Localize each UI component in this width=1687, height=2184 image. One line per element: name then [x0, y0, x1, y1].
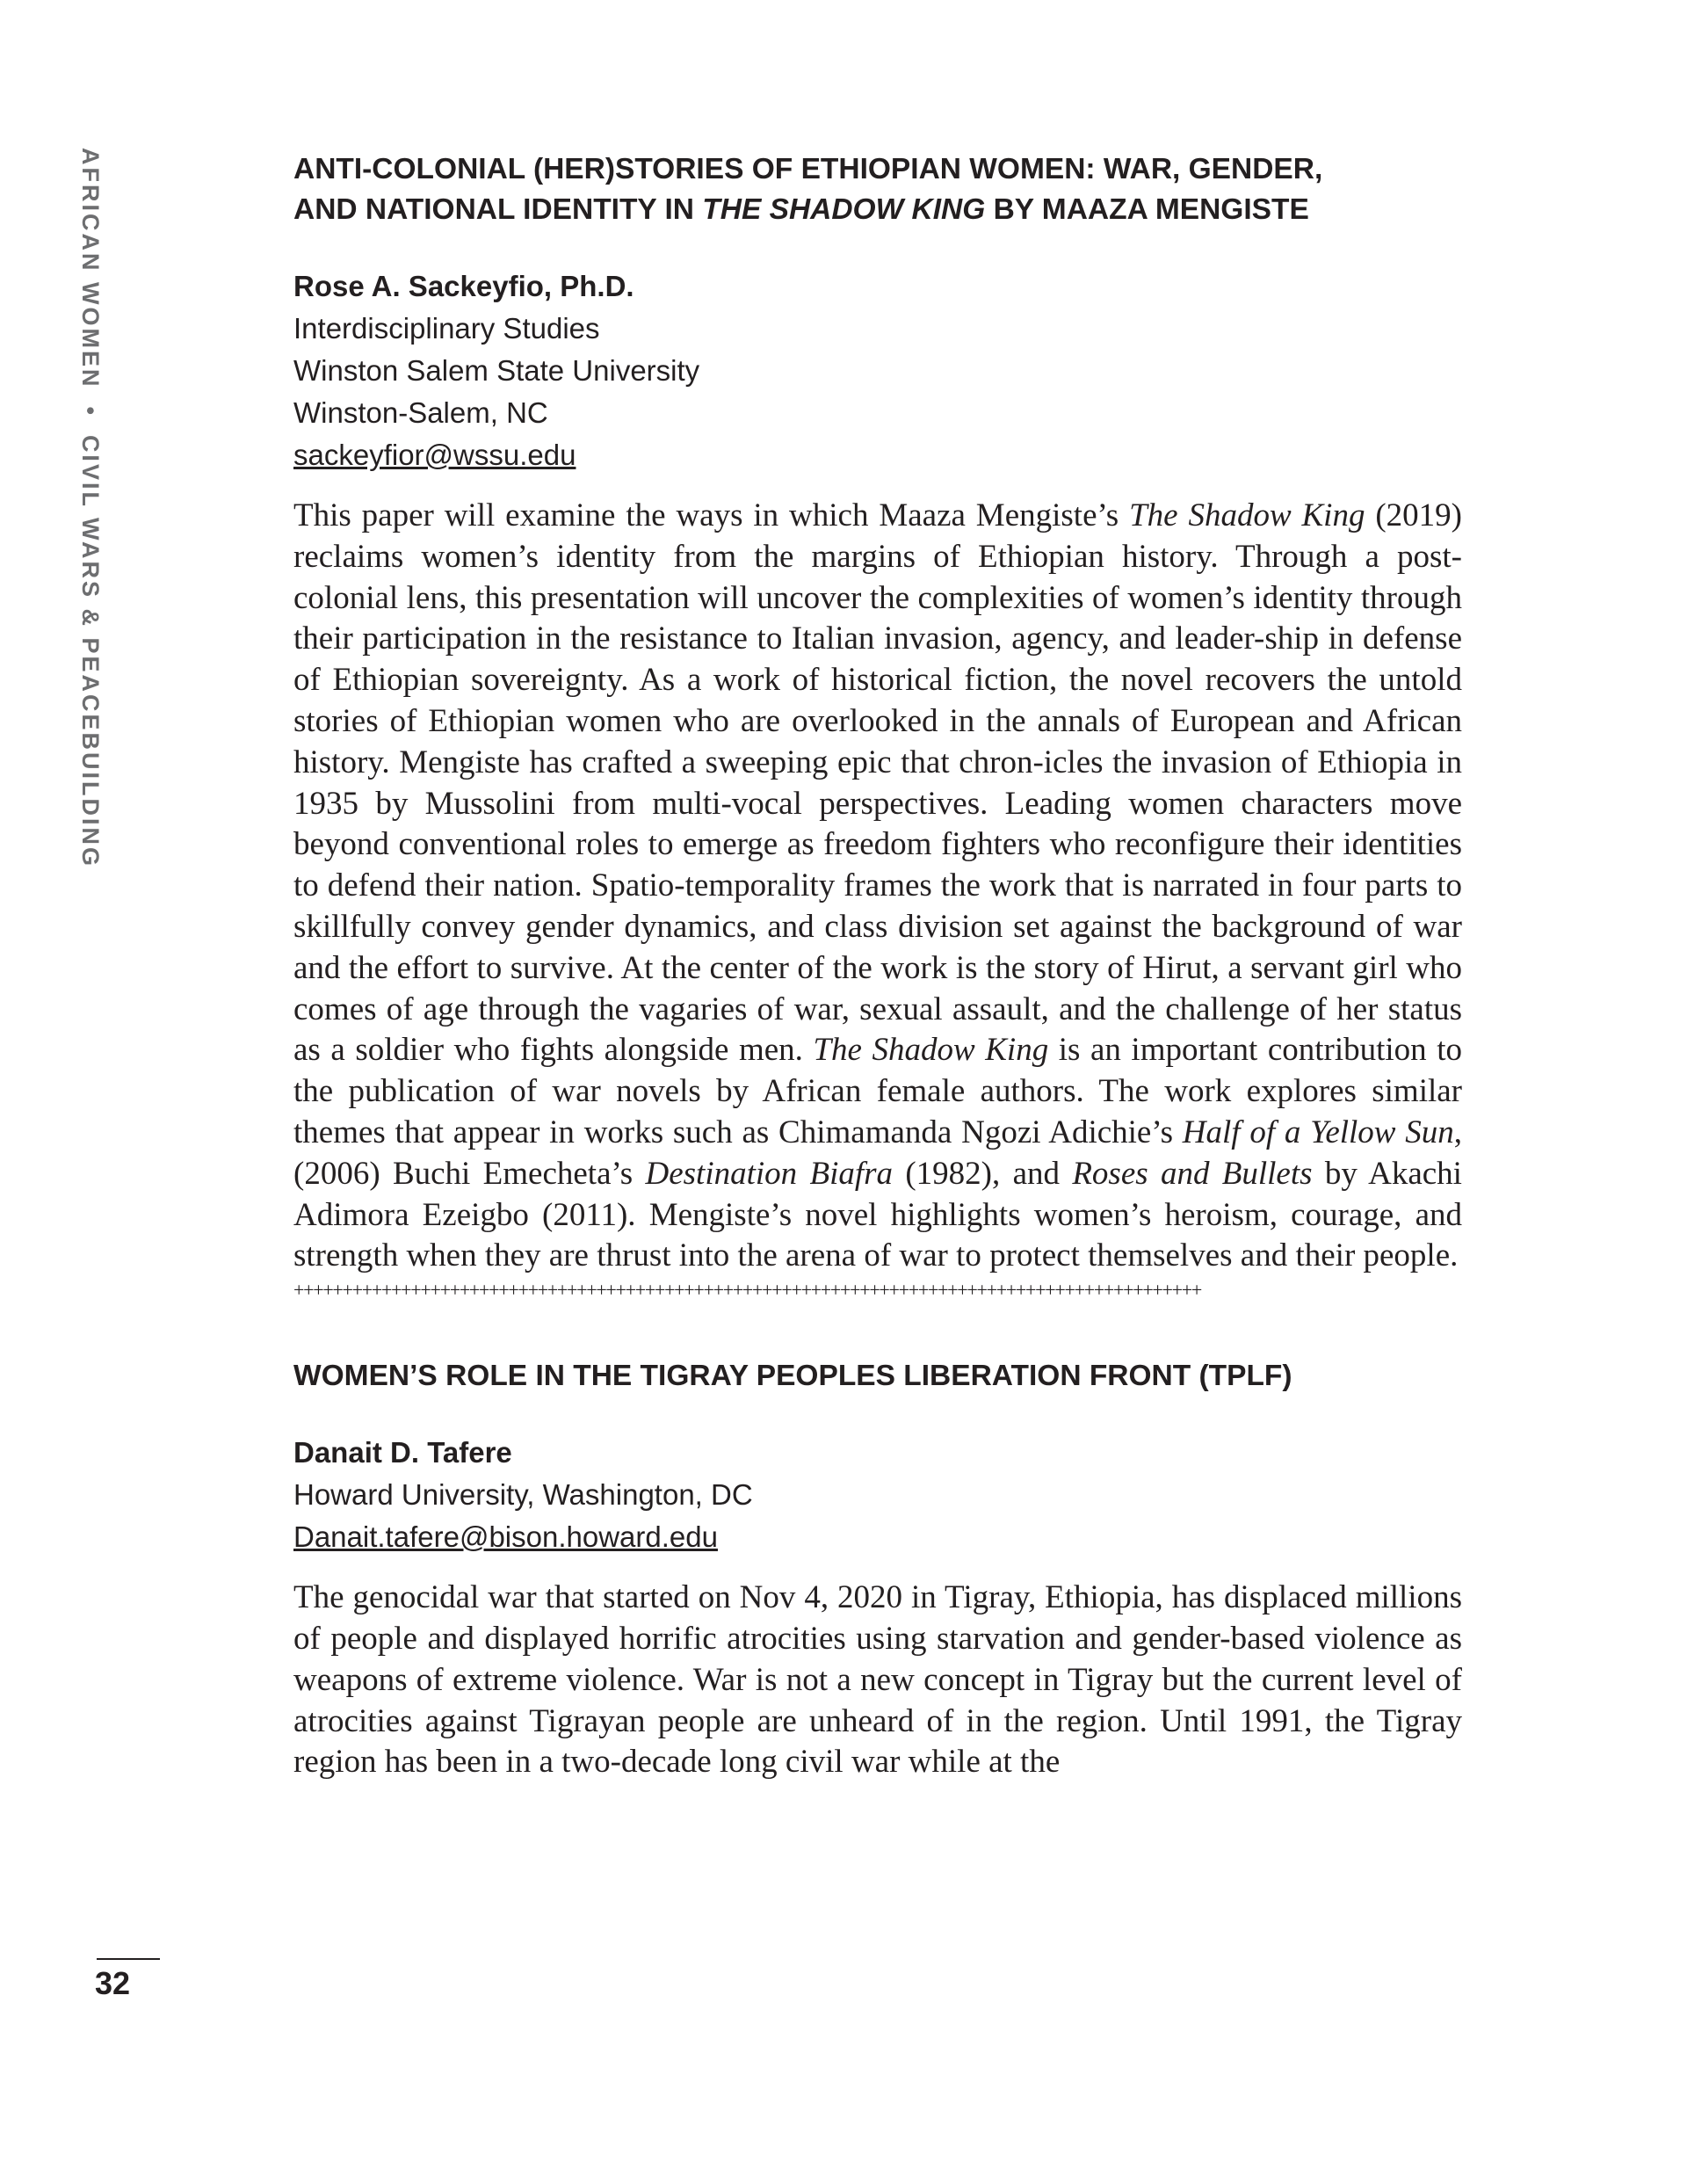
running-head-separator: •: [77, 406, 104, 417]
author-email-line: [293, 434, 1462, 476]
abstract-italic-title: Half of a Yellow Sun: [1182, 1114, 1454, 1150]
page-number: 32: [95, 1965, 131, 2001]
page-number-rule: [97, 1958, 160, 1960]
abstract-text: (2019) reclaims women’s identity from the margins of Ethiopian history. Through a post-colonial lens, this presentation will uncover the complexities of women’s identity through their participation in the resistance to Italian invasion, agency, and leader-ship in defense of Ethiopian sovereignty. As a work of historical fiction, the novel recovers the untold stories of Ethiopian women who are overlooked in the annals of European and African history. Mengiste has crafted a sweeping epic that chron-icles the invasion of Ethiopia in 1935 by Mussolini from multi-vocal perspectives. Leading women characters move beyond conventional roles to emerge as freedom fighters who reconfigure their identities to defend their nation. Spatio-temporality frames the work that is narrated in four parts to skillfully convey gender dynamics, and class division set against the background of war and the effort to survive. At the center of the work is the story of Hirut, a servant girl who comes of age through the vagaries of war, sexual assault, and the challenge of her status as a soldier who fights alongside men.: [293, 497, 1462, 1069]
abstract-italic-title: The Shadow King: [813, 1032, 1049, 1069]
abstract-text: (1982), and: [893, 1155, 1073, 1192]
author-email-link[interactable]: Danait.tafere@bison.howard.edu: [293, 1520, 718, 1554]
author-email-link[interactable]: sackeyfior@wssu.edu: [293, 439, 576, 471]
abstract-paragraph: [293, 496, 1462, 1277]
running-head-publication: AFRICAN WOMEN: [77, 148, 104, 389]
abstract-paragraph: The genocidal war that started on Nov 4, 2020 in Tigray, Ethiopia, has displaced millions of people and displayed horrific atrocities using starvation and gender-based violence as weapons of extreme violence. War is not a new concept in Tigray but the current level of atrocities against Tigrayan people are unheard of in the region. Until 1991, the Tigray region has been in a two-decade long civil war while at the: [293, 1579, 1462, 1781]
title-line-1: ANTI-COLONIAL (HER)STORIES OF ETHIOPIAN WOMEN: WAR, GENDER,: [293, 153, 1323, 185]
abstract-text: This paper will examine the ways in which Maaza Mengiste’s: [293, 497, 1130, 533]
title-line-2: AND NATIONAL IDENTITY IN: [293, 193, 703, 226]
author-name: Danait D. Tafere: [293, 1436, 512, 1469]
abstract-text: is an important contribution to the publication of war novels by African female authors. The work explores similar themes that appear in works such as Chimamanda Ngozi Adichie’s: [293, 1032, 1463, 1150]
article-tafere: [293, 1356, 1462, 1783]
author-email-line: [293, 1516, 1462, 1558]
title-line-2-end: BY MAAZA MENGISTE: [985, 193, 1309, 226]
abstract-text: , (2006) Buchi Emecheta’s: [293, 1114, 1462, 1192]
author-block: [293, 265, 1462, 476]
author-name: Rose A. Sackeyfio, Ph.D.: [293, 270, 634, 302]
author-block: [293, 1432, 1462, 1558]
affiliation-location: Winston-Salem, NC: [293, 396, 548, 429]
article-title: WOMEN’S ROLE IN THE TIGRAY PEOPLES LIBERATION FRONT (TPLF): [293, 1360, 1292, 1393]
abstract-text: by Akachi Adimora Ezeigbo (2011). Mengiste’s novel highlights women’s heroism, courage, and strength when they are thrust into the arena of war to protect themselves and their people.: [293, 1155, 1462, 1274]
running-head: [76, 148, 104, 868]
running-head-section: CIVIL WARS & PEACEBUILDING: [77, 434, 104, 868]
title-book-name: THE SHADOW KING: [702, 193, 986, 226]
affiliation-university: Winston Salem State University: [293, 354, 700, 387]
abstract-italic-title: Destination Biafra: [645, 1155, 894, 1192]
abstract-italic-title: Roses and Bullets: [1072, 1155, 1313, 1192]
page-content: [293, 149, 1462, 1783]
article-title: [293, 149, 1462, 230]
article-sackeyfio: [293, 149, 1462, 1277]
abstract-italic-title: The Shadow King: [1129, 497, 1365, 533]
affiliation: Howard University, Washington, DC: [293, 1478, 753, 1512]
affiliation-department: Interdisciplinary Studies: [293, 312, 600, 345]
section-divider: +++++++++++++++++++++++++++++++++++++++++++++++++++++++++++++++++++++++++++++++++++++++++++++: [293, 1279, 1201, 1302]
